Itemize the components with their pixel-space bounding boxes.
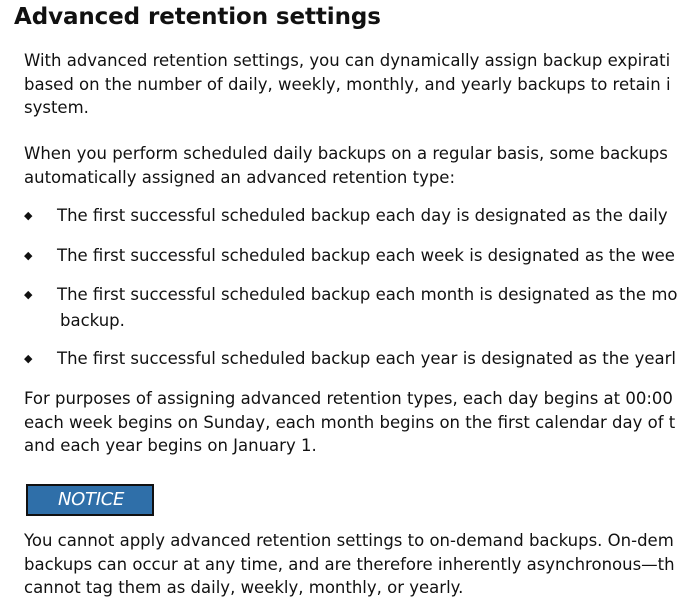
- diamond-bullet-icon: ◆: [24, 249, 33, 262]
- text-line: You cannot apply advanced retention settings to on-demand backups. On-dem: [24, 531, 674, 550]
- text-line: system.: [24, 98, 89, 117]
- text-line: cannot tag them as daily, weekly, monthly, or yearly.: [24, 578, 464, 597]
- list-item-text: The first successful scheduled backup each month is designated as the mo: [57, 285, 678, 304]
- notice-paragraph: [24, 529, 675, 600]
- diamond-bullet-icon: ◆: [24, 288, 33, 301]
- diamond-bullet-icon: ◆: [24, 209, 33, 222]
- text-line: For purposes of assigning advanced retention types, each day begins at 00:00: [24, 389, 673, 408]
- purposes-paragraph: [24, 387, 675, 458]
- section-heading: Advanced retention settings: [14, 4, 381, 30]
- list-item-text: The first successful scheduled backup each week is designated as the wee: [57, 246, 675, 265]
- text-line: based on the number of daily, weekly, monthly, and yearly backups to retain i: [24, 74, 671, 94]
- list-item-text: The first successful scheduled backup each year is designated as the yearl: [57, 349, 676, 368]
- scheduled-paragraph: [24, 142, 668, 189]
- list-item-continuation: backup.: [60, 311, 125, 330]
- text-line: backups can occur at any time, and are therefore inherently asynchronous—th: [24, 554, 675, 574]
- text-line: With advanced retention settings, you can dynamically assign backup expirati: [24, 51, 671, 70]
- list-item-text: The first successful scheduled backup each day is designated as the daily: [57, 206, 668, 225]
- text-line: and each year begins on January 1.: [24, 436, 317, 455]
- notice-label: NOTICE: [26, 484, 154, 516]
- text-line: automatically assigned an advanced retention type:: [24, 167, 456, 187]
- intro-paragraph: [24, 49, 671, 120]
- diamond-bullet-icon: ◆: [24, 352, 33, 365]
- text-line: each week begins on Sunday, each month begins on the first calendar day of t: [24, 412, 676, 432]
- text-line: When you perform scheduled daily backups on a regular basis, some backups: [24, 144, 668, 163]
